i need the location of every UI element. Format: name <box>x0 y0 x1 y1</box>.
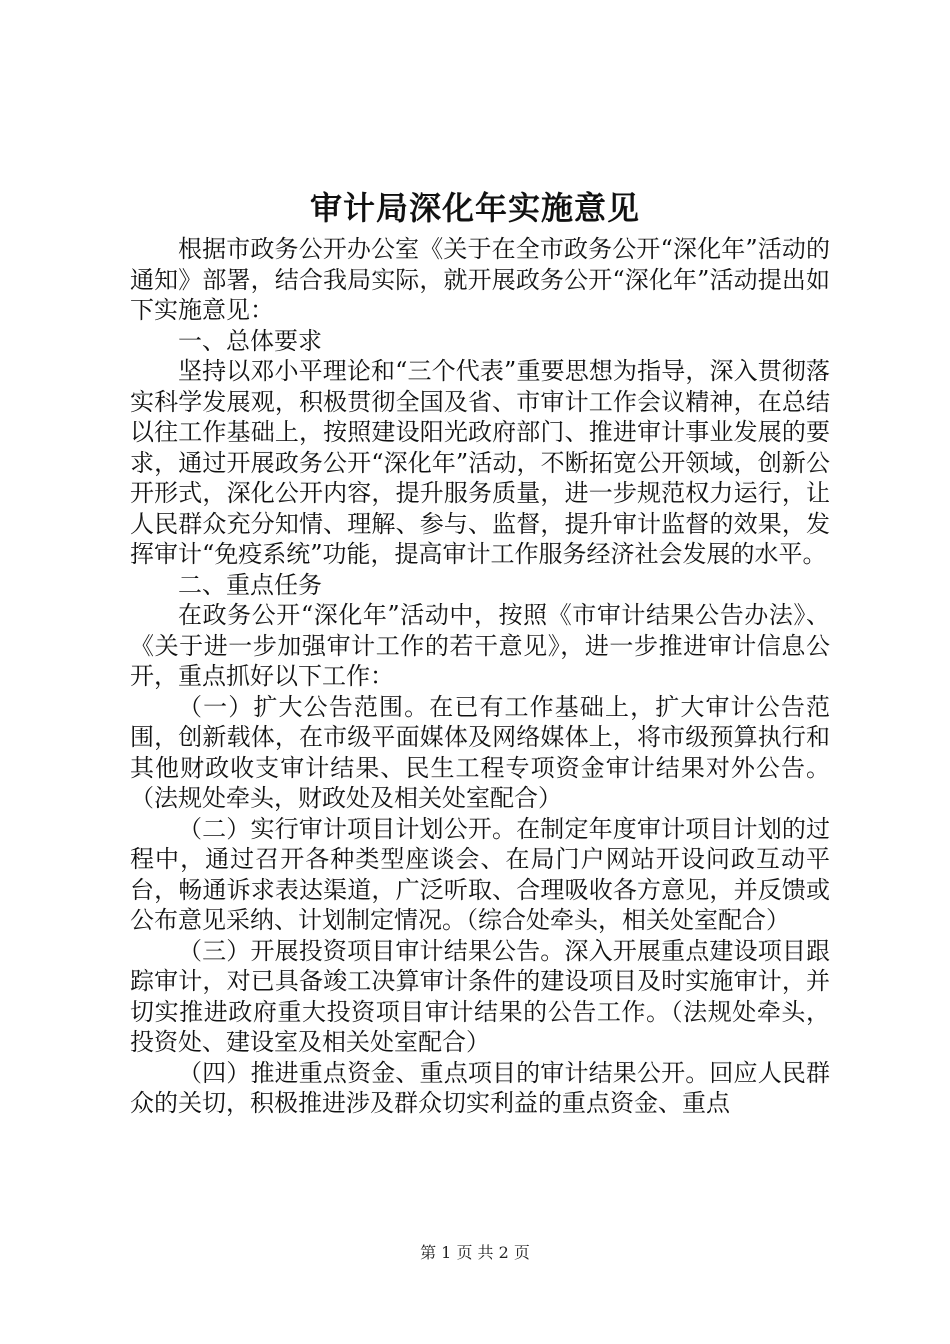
document-title: 审计局深化年实施意见 <box>309 189 640 227</box>
intro-paragraph: 根据市政务公开办公室《关于在全市政务公开“深化年”活动的通知》部署，结合我局实际，就开展政务公开“深化年”活动提出如下实施意见： <box>130 235 830 324</box>
task-item-1: （一）扩大公告范围。在已有工作基础上，扩大审计公告范围，创新载体，在市级平面媒体及网络媒体上，将市级预算执行和其他财政收支审计结果、民生工程专项资金审计结果对外公告。（法规处牵头，财政处及相关处室配合） <box>130 692 830 812</box>
section-heading-general-requirements: 一、总体要求 <box>178 326 322 355</box>
task-item-3: （三）开展投资项目审计结果公告。深入开展重点建设项目跟踪审计，对已具备竣工决算审计条件的建设项目及时实施审计，并切实推进政府重大投资项目审计结果的公告工作。（法规处牵头，投资处、建设室及相关处室配合） <box>130 936 830 1056</box>
general-requirements-paragraph: 坚持以邓小平理论和“三个代表”重要思想为指导，深入贯彻落实科学发展观，积极贯彻全国及省、市审计工作会议精神，在总结以往工作基础上，按照建设阳光政府部门、推进审计事业发展的要求，通过开展政务公开“深化年”活动，不断拓宽公开领域，创新公开形式，深化公开内容，提升服务质量，进一步规范权力运行，让人民群众充分知情、理解、参与、监督，提升审计监督的效果，发挥审计“免疫系统”功能，提高审计工作服务经济社会发展的水平。 <box>130 357 830 568</box>
section-heading-key-tasks: 二、重点任务 <box>178 570 322 599</box>
document-body <box>130 234 830 1119</box>
page-number-footer: 第 1 页 共 2 页 <box>420 1243 530 1262</box>
key-tasks-intro-paragraph: 在政务公开“深化年”活动中，按照《市审计结果公告办法》、《关于进一步加强审计工作的若干意见》，进一步推进审计信息公开，重点抓好以下工作： <box>130 601 830 690</box>
task-item-2: （二）实行审计项目计划公开。在制定年度审计项目计划的过程中，通过召开各种类型座谈会、在局门户网站开设问政互动平台，畅通诉求表达渠道，广泛听取、合理吸收各方意见，并反馈或公布意见采纳、计划制定情况。（综合处牵头，相关处室配合） <box>130 814 830 934</box>
task-item-4: （四）推进重点资金、重点项目的审计结果公开。回应人民群众的关切，积极推进涉及群众切实利益的重点资金、重点 <box>130 1058 830 1117</box>
